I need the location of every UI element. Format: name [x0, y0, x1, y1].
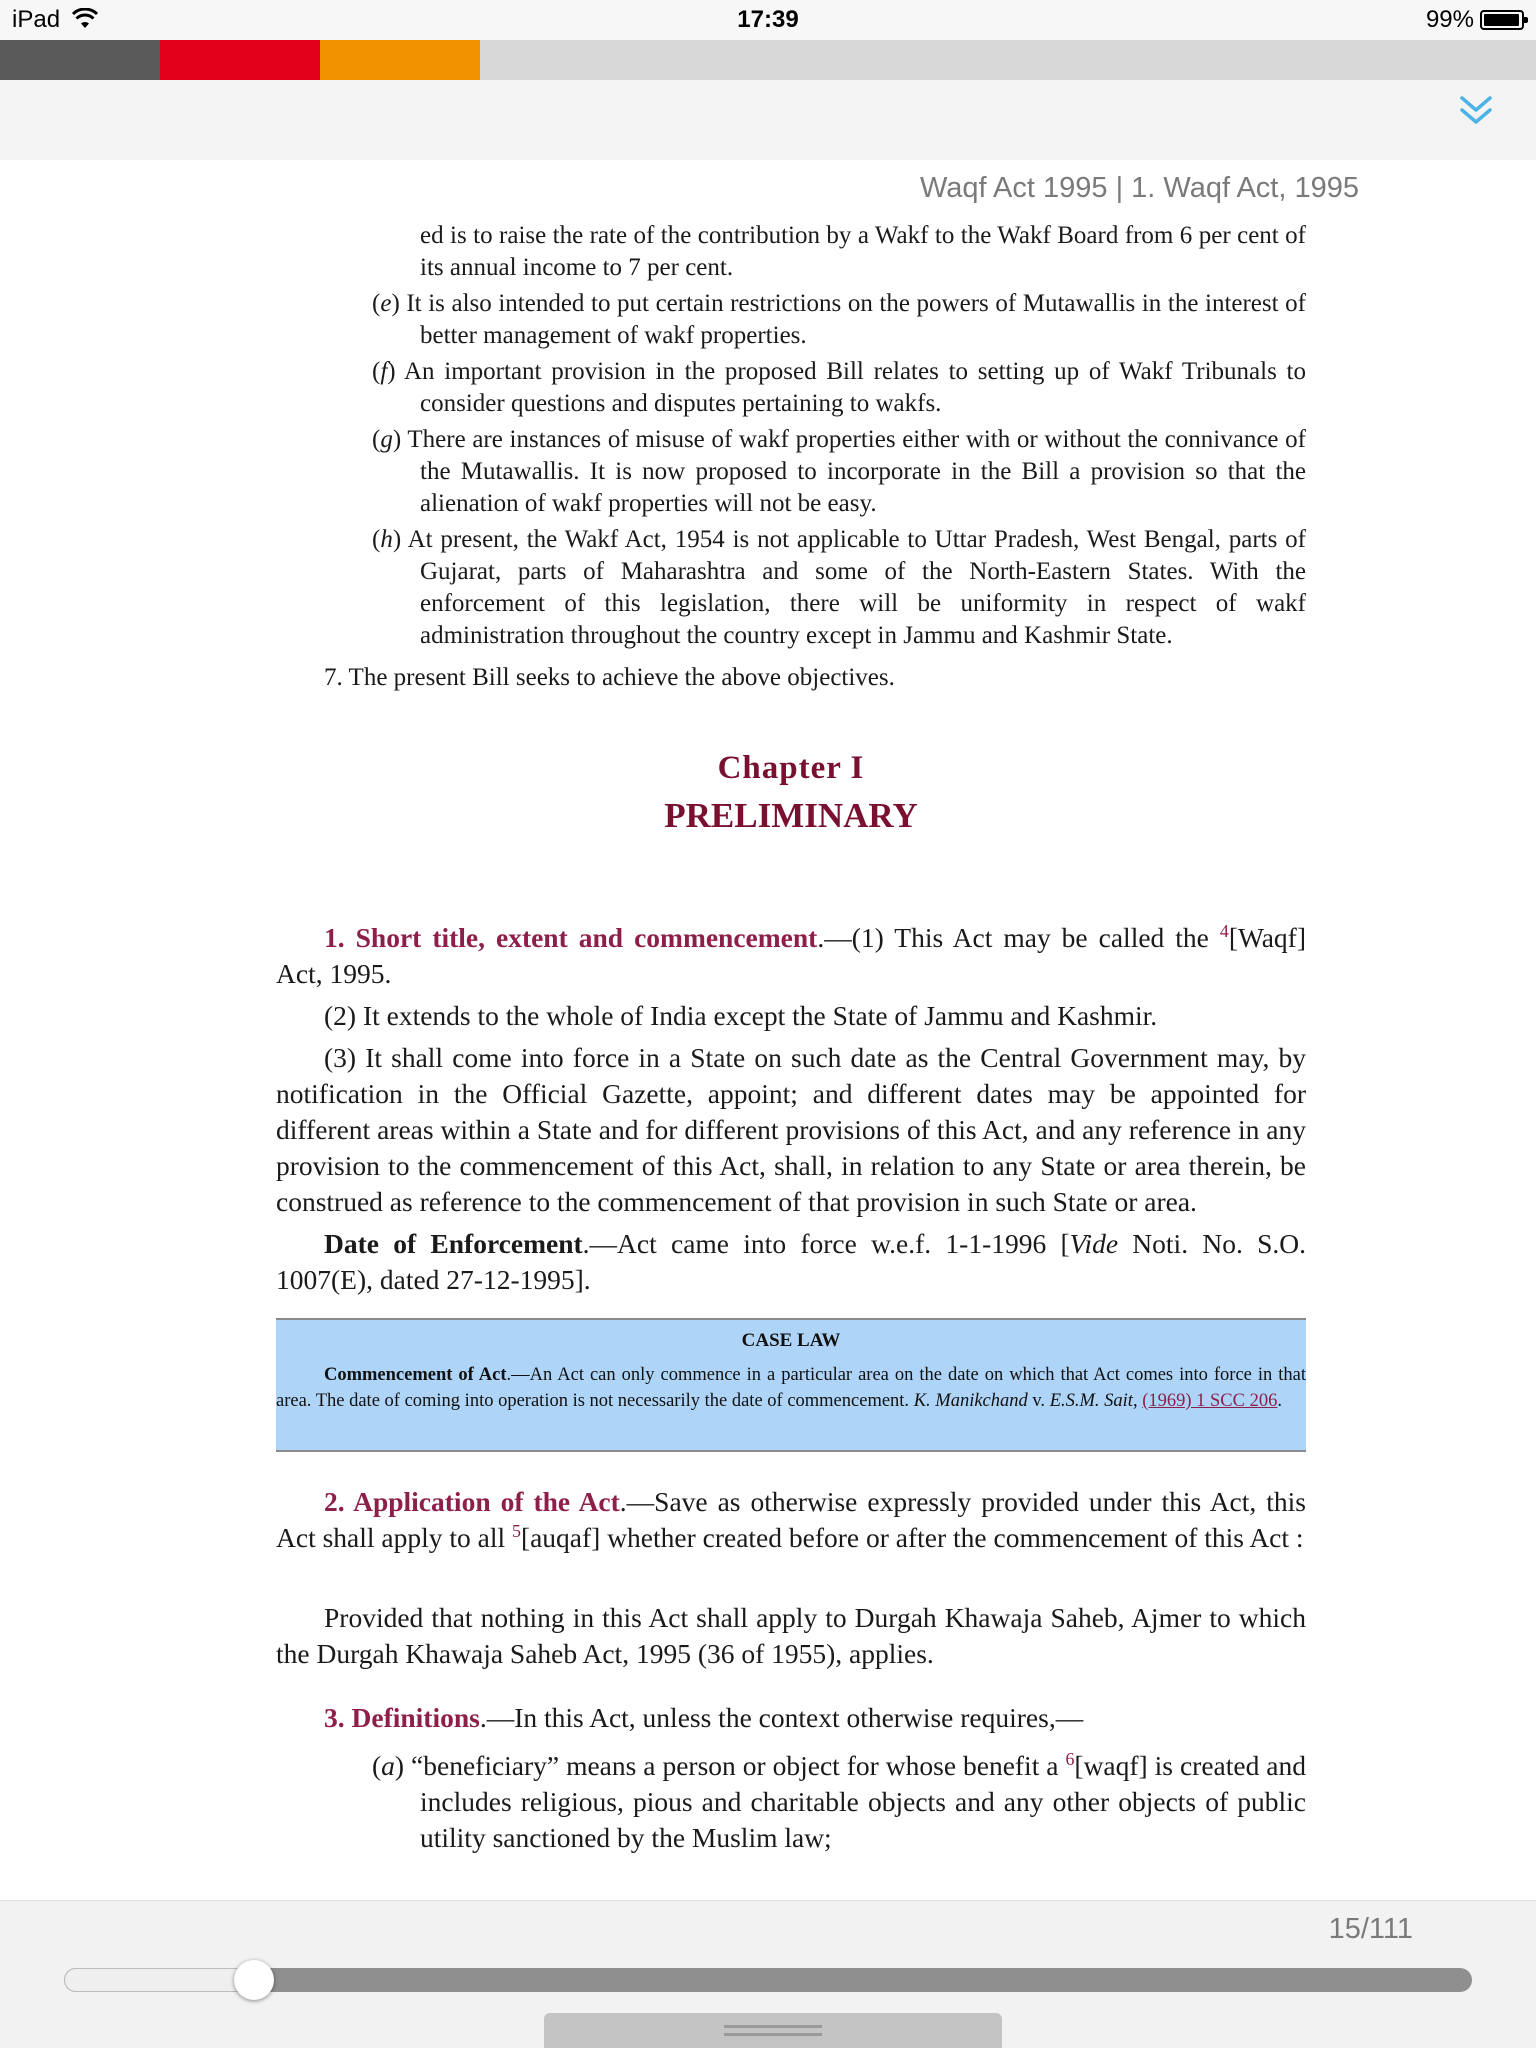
- case-party: K. Manikchand: [913, 1391, 1028, 1411]
- section-text: .—Save as otherwise expressly provided under this Act, this Act shall apply to all: [276, 1486, 1306, 1553]
- tab-red[interactable]: [160, 40, 320, 80]
- enforcement-vide: Vide: [1069, 1228, 1119, 1259]
- bottom-nav-bar: [0, 1900, 1536, 2048]
- objects-d-continued: ed is to raise the rate of the contribution by a Wakf to the Wakf Board from 6 per cent of its annual income to 7 per cent.: [420, 222, 1306, 281]
- section-text: [Waqf] Act, 1995.: [276, 922, 1306, 989]
- item-text: There are instances of misuse of wakf properties either with or without the connivance of the Mutawallis. It is now proposed to incorporate in the Bill a provision so that the alienation of wakf properties will not be easy.: [407, 426, 1307, 517]
- page-slider[interactable]: [64, 1968, 1472, 1992]
- case-law-title: CASE LAW: [741, 1330, 841, 1351]
- objects-item-g: (g) There are instances of misuse of wakf properties either with or without the connivance of the Mutawallis. It is now proposed to incorporate in the Bill a provision so that the alienation of wakf properties will not be easy.: [372, 426, 1307, 517]
- page-indicator: 15/111: [1328, 1913, 1413, 1945]
- case-law-text: .—An Act can only commence in a particular area on the date on which that Act comes into force in that area. The date of coming into operation is not necessarily the date of commencement.: [276, 1365, 1307, 1411]
- tab-orange[interactable]: [320, 40, 480, 80]
- item-label: h: [380, 526, 393, 553]
- objects-item-7: 7. The present Bill seeks to achieve the above objectives.: [324, 664, 895, 691]
- objects-item-f: (f) An important provision in the proposed Bill relates to setting up of Wakf Tribunals to consider questions and disputes pertaining to wakfs.: [372, 358, 1306, 417]
- objects-item-h: (h) At present, the Wakf Act, 1954 is not applicable to Uttar Pradesh, West Bengal, parts of Gujarat, parts of Maharashtra and some of the North-Eastern States. With the enforcement of this legislation, there will be uniformity in respect of wakf administration throughout the country except in Jammu and Kashmir State.: [372, 526, 1306, 649]
- item-label: g: [380, 426, 393, 453]
- case-law-label: Commencement of Act: [324, 1365, 507, 1385]
- section-text: .—(1) This Act may be called the: [817, 922, 1220, 953]
- section-1-heading[interactable]: 1. Short title, extent and commencement: [324, 922, 818, 953]
- objects-item-e: (e) It is also intended to put certain restrictions on the powers of Mutawallis in the interest of better management of wakf properties.: [372, 290, 1306, 349]
- definition-a: (a) “beneficiary” means a person or object for whose benefit a $^6$[waqf] is created and includes religious, pious and charitable objects and any other objects of public utility sanctioned by the Muslim law;: [372, 1748, 1306, 1853]
- tab-strip: [0, 40, 1536, 80]
- item-text: An important provision in the proposed Bill relates to setting up of Wakf Tribunals to consider questions and disputes pertaining to wakfs.: [403, 358, 1306, 417]
- definition-text: “beneficiary” means a person or object for whose benefit a: [411, 1750, 1066, 1781]
- reader-toolbar: [0, 80, 1536, 160]
- chapter-title-text: Chapter I: [717, 750, 865, 786]
- double-chevron-down-icon[interactable]: [1456, 90, 1496, 130]
- footnote-ref[interactable]: 4: [1219, 920, 1229, 941]
- footnote-ref[interactable]: 5: [512, 1520, 521, 1541]
- case-citation-link[interactable]: (1969) 1 SCC 206: [1142, 1391, 1278, 1411]
- case-law-body: [276, 1362, 1306, 1414]
- section-1-para-3: (3) It shall come into force in a State on such date as the Central Government may, by notification in the Official Gazette, appoint; and different dates may be appointed for different areas within a State and for different provisions of this Act, and any reference in any provision to the commencement of this Act, shall, in relation to any State or area therein, be construed as reference to the commencement of that provision in such State or area.: [276, 1042, 1306, 1217]
- definition-text: [waqf] is created and includes religious, pious and charitable objects and any other objects of public utility sanctioned by the Muslim law;: [420, 1750, 1306, 1853]
- reading-page: [0, 160, 1536, 1900]
- case-comma: ,: [1132, 1391, 1138, 1411]
- page-slider-knob[interactable]: [234, 1960, 274, 2000]
- date-of-enforcement: [276, 1226, 1306, 1298]
- battery-percent: 99%: [1425, 6, 1474, 33]
- grip-line: [724, 2033, 822, 2036]
- case-end: .: [1277, 1391, 1282, 1411]
- status-bar: [0, 0, 1536, 40]
- case-law-box: [276, 1318, 1306, 1452]
- section-2-heading[interactable]: 2. Application of the Act: [324, 1486, 620, 1517]
- item-label: f: [380, 358, 388, 385]
- device-name: iPad: [12, 6, 61, 33]
- grip-line: [724, 2025, 822, 2028]
- battery-icon: [1480, 10, 1524, 30]
- enforcement-text: .—Act came into force w.e.f. 1-1-1996 [: [582, 1228, 1070, 1259]
- item-text: It is also intended to put certain restrictions on the powers of Mutawallis in the interest of better management of wakf properties.: [406, 290, 1306, 349]
- drawer-handle[interactable]: [544, 2013, 1002, 2048]
- item-label: e: [380, 290, 392, 317]
- section-1-para-2: (2) It extends to the whole of India except the State of Jammu and Kashmir.: [324, 1000, 1158, 1031]
- footnote-ref[interactable]: 6: [1065, 1748, 1075, 1769]
- chapter-subtitle: PRELIMINARY: [664, 796, 918, 835]
- item-text: At present, the Wakf Act, 1954 is not applicable to Uttar Pradesh, West Bengal, parts of Gujarat, parts of Maharashtra and some of the North-Eastern States. With the enforcement of this legislation, there will be uniformity in respect of wakf administration throughout the country except in Jammu and Kashmir State.: [407, 526, 1306, 649]
- chapter-title: [0, 750, 1536, 787]
- enforcement-text: Noti. No. S.O. 1007(E), dated 27-12-1995].: [276, 1228, 1306, 1295]
- item-label: a: [381, 1750, 395, 1781]
- section-text: [auqaf] whether created before or after the commencement of this Act :: [520, 1522, 1304, 1553]
- section-1-para-1: [276, 920, 1306, 992]
- section-2-para-1: [276, 1484, 1306, 1556]
- section-text: .—In this Act, unless the context otherwise requires,—: [479, 1702, 1084, 1733]
- status-time: 17:39: [737, 6, 799, 33]
- section-3-para-1: [276, 1700, 1306, 1736]
- case-versus: v.: [1027, 1391, 1050, 1411]
- section-2-proviso: Provided that nothing in this Act shall apply to Durgah Khawaja Saheb, Ajmer to which the Durgah Khawaja Saheb Act, 1995 (36 of 1955), applies.: [276, 1602, 1306, 1669]
- running-head: Waqf Act 1995 | 1. Waqf Act, 1995: [919, 172, 1359, 204]
- tab-grey[interactable]: [0, 40, 160, 80]
- enforcement-label: Date of Enforcement: [324, 1228, 583, 1259]
- case-party: E.S.M. Sait: [1049, 1391, 1133, 1411]
- section-3-heading[interactable]: 3. Definitions: [324, 1702, 480, 1733]
